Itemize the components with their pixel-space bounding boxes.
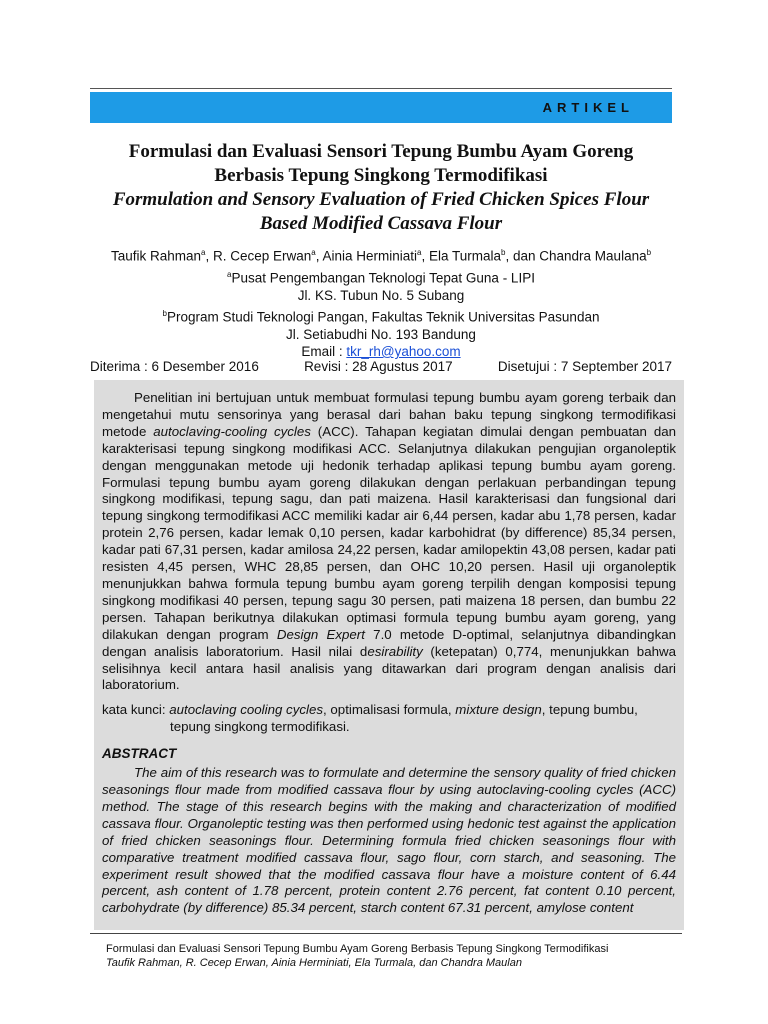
author-affil-sup: a [417, 248, 422, 257]
abstract-box [94, 380, 684, 930]
author-separator: , dan [505, 248, 540, 264]
affiliations [90, 266, 672, 361]
title-indonesian-line1: Formulasi dan Evaluasi Sensori Tepung Bumbu Ayam Goreng [128, 141, 634, 162]
abstrak-text: (ketepatan) 0,774, menunjukkan bahwa selisihnya kecil antara hasil analisis yang ditawarkan dari program dengan analisis dari laboratorium. [102, 643, 676, 693]
author-name: Taufik Rahman [110, 248, 201, 264]
author-affil-sup: a [201, 248, 206, 257]
affiliation-a-address: Jl. KS. Tubun No. 5 Subang [297, 288, 465, 303]
abstrak-text: (ACC). Tahapan kegiatan dimulai dengan pembuatan dan karakterisasi tepung singkong modifikasi ACC. Selanjutnya dilakukan pengujian organoleptik dengan menggunakan metode uji hedonik terhadap aplikasi tepung bumbu ayam goreng. Formulasi tepung bumbu ayam goreng dilakukan dengan perlakuan perbandingan tepung singkong modifikasi, tepung sagu, dan pati maizena. Hasil karakterisasi dan fungsional dari tepung singkong termodifikasi ACC memiliki kadar air 6,44 persen, kadar abu 1,78 persen, kadar protein 2,76 persen, kadar lemak 0,10 persen, kadar karbohidrat (by difference) 85,34 persen, kadar pati 67,31 persen, kadar amilosa 24,22 persen, kadar amilopektin 43,08 persen, kadar pati resisten 4,45 persen, WHC 28,85 persen, dan OHC 10,20 persen. Hasil uji organoleptik menunjukkan bahwa formula tepung bumbu ayam goreng terpilih dengan komposisi tepung singkong modifikasi 40 persen, tepung sagu 30 persen, pati maizena 18 persen, dan bumbu 22 persen. Tahapan berikutnya dilakukan optimasi formula tepung bumbu ayam goreng, yang dilakukan dengan program [102, 423, 676, 642]
keyword-text: , optimalisasi formula, [323, 702, 456, 718]
title-block [90, 140, 672, 236]
keyword-text: , tepung bumbu, tepung singkong termodifikasi. [170, 702, 638, 735]
abstrak-term: esirability [367, 643, 423, 659]
date-received: Diterima : 6 Desember 2016 [90, 359, 259, 374]
footer-rule [90, 933, 682, 934]
author-affil-sup: b [646, 248, 652, 257]
email-line [90, 343, 672, 361]
abstract-heading: ABSTRACT [102, 746, 177, 762]
abstrak-text: 7.0 metode D-optimal, selanjutnya dibandingkan dengan analisis laboratorium. Hasil nilai d [102, 626, 677, 659]
footer-authors: Taufik Rahman, R. Cecep Erwan, Ainia Herminiati, Ela Turmala, dan Chandra Maulan [106, 957, 522, 969]
email-link[interactable]: tkr_rh@yahoo.com [346, 344, 461, 359]
author-name: Ainia Herminiati [322, 248, 418, 264]
article-dates [90, 359, 672, 374]
footer-title: Formulasi dan Evaluasi Sensori Tepung Bumbu Ayam Goreng Berbasis Tepung Singkong Termodifikasi [106, 943, 609, 955]
keywords [102, 702, 676, 736]
title-english-line2: Based Modified Cassava Flour [259, 213, 503, 234]
abstrak-term: Design Expert [276, 626, 365, 642]
affil-sup: b [162, 308, 167, 318]
date-accepted: Disetujui : 7 September 2017 [497, 359, 672, 374]
author-name: Chandra Maulana [539, 248, 647, 264]
abstrak-paragraph [102, 390, 676, 694]
affiliation-b [90, 305, 672, 326]
banner-label: ARTIKEL [542, 100, 634, 115]
title-indonesian-line2: Berbasis Tepung Singkong Termodifikasi [214, 165, 548, 186]
author-name: R. Cecep Erwan [212, 248, 312, 264]
keyword-term: mixture design [455, 702, 542, 718]
author-affil-sup: b [501, 248, 506, 257]
affiliation-a-name: Pusat Pengembangan Teknologi Tepat Guna - LIPI [231, 270, 535, 286]
author-separator: , [421, 248, 429, 264]
page-footer [106, 942, 608, 970]
author-separator: , [315, 248, 323, 264]
keyword-term: autoclaving cooling cycles [169, 702, 324, 718]
article-banner [90, 92, 672, 123]
author-separator: , [205, 248, 213, 264]
author-name: Ela Turmala [429, 248, 502, 264]
affil-sup: a [227, 270, 232, 279]
email-label: Email : [301, 344, 347, 359]
keywords-label: kata kunci: [102, 702, 170, 718]
affiliation-a [90, 266, 672, 287]
abstrak-text: Penelitian ini bertujuan untuk membuat formulasi tepung bumbu ayam goreng terbaik dan mengetahui mutu sensorinya yang berasal dari bahan baku tepung singkong termodifikasi metode [102, 390, 676, 439]
date-revised: Revisi : 28 Agustus 2017 [304, 359, 453, 374]
abstrak-term: autoclaving-cooling cycles [153, 423, 311, 439]
abstract-english-paragraph: The aim of this research was to formulate and determine the sensory quality of fried chicken seasonings flour made from modified cassava flour by using autoclaving-cooling cycles (ACC) method. The stage of this research begins with the making and characterization of modified cassava flour. Organoleptic testing was then performed using hedonic test against the application of fried chicken seasonings flour. Determining formula fried chicken seasonings flour with comparative treatment modified cassava flour, sago flour, corn starch, and seasoning. The experiment result showed that the modified cassava flour have a moisture content of 6.44 percent, ash content of 1.78 percent, protein content 2.76 percent, fat content 0.10 percent, carbohydrate (by difference) 85.34 percent, starch content 67.31 percent, amylose content [102, 765, 676, 916]
affiliation-b-name: Program Studi Teknologi Pangan, Fakultas Teknik Universitas Pasundan [166, 309, 600, 324]
title-english-line1: Formulation and Sensory Evaluation of Fried Chicken Spices Flour [112, 189, 650, 210]
author-list [90, 244, 672, 265]
author-affil-sup: a [311, 248, 316, 257]
affiliation-b-address: Jl. Setiabudhi No. 193 Bandung [286, 326, 476, 342]
top-rule [90, 88, 672, 89]
